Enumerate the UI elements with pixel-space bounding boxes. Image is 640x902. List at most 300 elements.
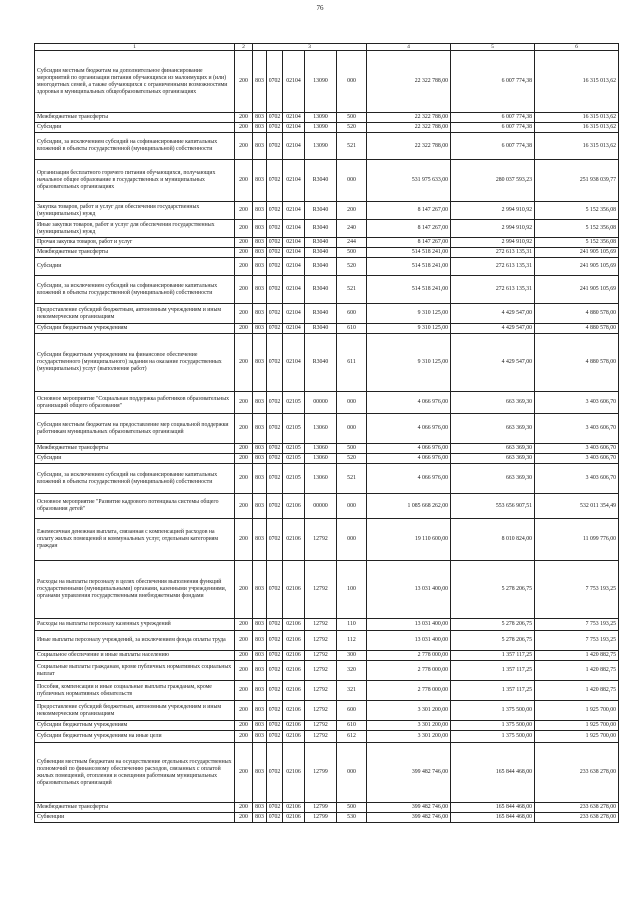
code-program: 02104 — [283, 113, 305, 123]
table-row — [35, 276, 619, 304]
value-executed: 5 278 206,75 — [451, 631, 535, 651]
table-row — [35, 731, 619, 743]
code-admin: 200 — [235, 51, 253, 113]
table-row — [35, 392, 619, 414]
row-name: Социальное обеспечение и иные выплаты населению — [35, 651, 235, 661]
code-subsection: 0702 — [267, 324, 283, 334]
page-number: 76 — [316, 4, 324, 12]
code-section: 803 — [253, 454, 267, 464]
code-section: 803 — [253, 113, 267, 123]
value-approved: 2 778 000,00 — [367, 661, 451, 681]
value-remaining: 251 938 039,77 — [535, 160, 619, 202]
code-program: 02104 — [283, 202, 305, 220]
code-section: 803 — [253, 743, 267, 803]
value-remaining: 3 403 606,70 — [535, 464, 619, 494]
value-approved: 19 110 600,00 — [367, 519, 451, 561]
header-col-6: 6 — [535, 44, 619, 51]
value-executed: 272 613 135,31 — [451, 276, 535, 304]
code-section: 803 — [253, 561, 267, 619]
code-direction: R3040 — [305, 248, 337, 258]
code-program: 02106 — [283, 813, 305, 823]
row-name: Предоставление субсидий бюджетным, автономным учреждениям и иным некоммерческим организациям — [35, 701, 235, 721]
code-section: 803 — [253, 464, 267, 494]
code-direction: 12792 — [305, 731, 337, 743]
code-program: 02106 — [283, 803, 305, 813]
value-remaining: 16 315 013,62 — [535, 51, 619, 113]
value-approved: 13 031 400,00 — [367, 619, 451, 631]
code-direction: 00000 — [305, 494, 337, 519]
code-program: 02106 — [283, 661, 305, 681]
table-row — [35, 51, 619, 113]
code-admin: 200 — [235, 444, 253, 454]
code-subsection: 0702 — [267, 304, 283, 324]
value-executed: 1 357 117,25 — [451, 661, 535, 681]
code-expense-type: 612 — [337, 731, 367, 743]
code-program: 02105 — [283, 464, 305, 494]
code-subsection: 0702 — [267, 661, 283, 681]
table-row — [35, 334, 619, 392]
code-subsection: 0702 — [267, 721, 283, 731]
code-admin: 200 — [235, 238, 253, 248]
value-executed: 6 007 774,38 — [451, 123, 535, 133]
code-program: 02104 — [283, 334, 305, 392]
row-name: Субсидии — [35, 258, 235, 276]
code-subsection: 0702 — [267, 123, 283, 133]
code-subsection: 0702 — [267, 731, 283, 743]
code-section: 803 — [253, 731, 267, 743]
code-expense-type: 521 — [337, 464, 367, 494]
code-expense-type: 000 — [337, 494, 367, 519]
code-subsection: 0702 — [267, 414, 283, 444]
value-executed: 2 994 910,92 — [451, 220, 535, 238]
code-admin: 200 — [235, 494, 253, 519]
row-name: Субсидии бюджетным учреждениям на иные цели — [35, 731, 235, 743]
code-direction: 12792 — [305, 631, 337, 651]
code-admin: 200 — [235, 202, 253, 220]
row-name: Субсидии бюджетным учреждениям — [35, 721, 235, 731]
value-approved: 3 301 200,00 — [367, 721, 451, 731]
code-expense-type: 520 — [337, 123, 367, 133]
value-executed: 8 010 824,00 — [451, 519, 535, 561]
code-direction: 13060 — [305, 414, 337, 444]
value-approved: 4 066 976,00 — [367, 392, 451, 414]
value-approved: 514 518 241,00 — [367, 276, 451, 304]
code-direction: R3040 — [305, 324, 337, 334]
row-name: Субсидии, за исключением субсидий на софинансирование капитальных вложений в объекты государственной (муниципальной) собственности — [35, 276, 235, 304]
code-direction: R3040 — [305, 334, 337, 392]
value-approved: 1 085 668 262,00 — [367, 494, 451, 519]
value-approved: 8 147 267,00 — [367, 202, 451, 220]
value-executed: 1 375 500,00 — [451, 731, 535, 743]
code-program: 02106 — [283, 519, 305, 561]
code-direction: R3040 — [305, 238, 337, 248]
value-remaining: 3 403 606,70 — [535, 414, 619, 444]
code-direction: 12792 — [305, 561, 337, 619]
code-section: 803 — [253, 701, 267, 721]
value-remaining: 532 011 354,49 — [535, 494, 619, 519]
code-program: 02104 — [283, 133, 305, 160]
value-approved: 4 066 976,00 — [367, 464, 451, 494]
table-header-row — [35, 44, 619, 51]
row-name: Межбюджетные трансферты — [35, 248, 235, 258]
row-name: Субсидии, за исключением субсидий на софинансирование капитальных вложений в объекты государственной (муниципальной) собственности — [35, 133, 235, 160]
code-expense-type: 000 — [337, 414, 367, 444]
table-row — [35, 202, 619, 220]
table-row — [35, 258, 619, 276]
value-executed: 663 369,30 — [451, 414, 535, 444]
row-name: Расходы на выплаты персоналу в целях обеспечения выполнения функций государственными (муниципальными) органами, казенными учреждениями, органами управления государственными внебюджетными фондами — [35, 561, 235, 619]
code-subsection: 0702 — [267, 392, 283, 414]
table-row — [35, 803, 619, 813]
code-admin: 200 — [235, 454, 253, 464]
row-name: Основное мероприятие "Развитие кадрового потенциала системы общего образования детей" — [35, 494, 235, 519]
code-direction: 13090 — [305, 123, 337, 133]
code-program: 02106 — [283, 619, 305, 631]
code-section: 803 — [253, 238, 267, 248]
code-program: 02104 — [283, 220, 305, 238]
row-name: Субсидии, за исключением субсидий на софинансирование капитальных вложений в объекты государственной (муниципальной) собственности — [35, 464, 235, 494]
value-approved: 514 518 241,00 — [367, 248, 451, 258]
table-row — [35, 661, 619, 681]
value-remaining: 1 420 882,75 — [535, 681, 619, 701]
row-name: Пособия, компенсации и иные социальные выплаты гражданам, кроме публичных нормативных обязательств — [35, 681, 235, 701]
value-remaining: 7 753 193,25 — [535, 631, 619, 651]
value-executed: 1 375 500,00 — [451, 701, 535, 721]
code-expense-type: 500 — [337, 248, 367, 258]
code-section: 803 — [253, 631, 267, 651]
value-remaining: 16 315 013,62 — [535, 133, 619, 160]
code-admin: 200 — [235, 133, 253, 160]
code-direction: 12799 — [305, 743, 337, 803]
code-expense-type: 300 — [337, 651, 367, 661]
code-expense-type: 200 — [337, 202, 367, 220]
table-row — [35, 133, 619, 160]
code-program: 02106 — [283, 701, 305, 721]
code-section: 803 — [253, 248, 267, 258]
code-section: 803 — [253, 123, 267, 133]
code-program: 02104 — [283, 324, 305, 334]
code-subsection: 0702 — [267, 258, 283, 276]
code-program: 02106 — [283, 681, 305, 701]
value-executed: 280 037 593,23 — [451, 160, 535, 202]
code-section: 803 — [253, 324, 267, 334]
value-remaining: 7 753 193,25 — [535, 561, 619, 619]
value-executed: 272 613 135,31 — [451, 248, 535, 258]
code-subsection: 0702 — [267, 220, 283, 238]
code-direction: 12792 — [305, 661, 337, 681]
code-admin: 200 — [235, 743, 253, 803]
code-section: 803 — [253, 619, 267, 631]
table-body — [35, 51, 619, 823]
row-name: Межбюджетные трансферты — [35, 803, 235, 813]
code-subsection: 0702 — [267, 631, 283, 651]
code-section: 803 — [253, 51, 267, 113]
code-expense-type: 000 — [337, 392, 367, 414]
value-executed: 663 369,30 — [451, 444, 535, 454]
table-row — [35, 444, 619, 454]
value-remaining: 233 638 278,00 — [535, 803, 619, 813]
value-remaining: 1 925 700,00 — [535, 721, 619, 731]
code-subsection: 0702 — [267, 519, 283, 561]
row-name: Иные выплаты персоналу учреждений, за исключением фонда оплаты труда — [35, 631, 235, 651]
value-approved: 22 322 788,00 — [367, 113, 451, 123]
table-row — [35, 631, 619, 651]
code-admin: 200 — [235, 276, 253, 304]
header-col-3: 3 — [253, 44, 367, 51]
code-expense-type: 500 — [337, 803, 367, 813]
row-name: Субсидии бюджетным учреждениям — [35, 324, 235, 334]
code-expense-type: 611 — [337, 334, 367, 392]
row-name: Организация бесплатного горячего питания обучающихся, получающих начальное общее образование в государственных и муниципальных образовательных организациях — [35, 160, 235, 202]
value-approved: 8 147 267,00 — [367, 220, 451, 238]
table-row — [35, 721, 619, 731]
code-direction: 13060 — [305, 454, 337, 464]
value-remaining: 1 420 882,75 — [535, 651, 619, 661]
row-name: Закупка товаров, работ и услуг для обеспечения государственных (муниципальных) нужд — [35, 202, 235, 220]
code-direction: 12792 — [305, 651, 337, 661]
value-remaining: 241 905 105,69 — [535, 258, 619, 276]
value-executed: 4 429 547,00 — [451, 304, 535, 324]
row-name: Субсидии — [35, 123, 235, 133]
code-program: 02104 — [283, 258, 305, 276]
code-direction: R3040 — [305, 304, 337, 324]
code-program: 02104 — [283, 123, 305, 133]
code-section: 803 — [253, 304, 267, 324]
code-subsection: 0702 — [267, 561, 283, 619]
value-executed: 165 844 468,00 — [451, 813, 535, 823]
code-admin: 200 — [235, 248, 253, 258]
table-row — [35, 651, 619, 661]
code-expense-type: 520 — [337, 454, 367, 464]
code-section: 803 — [253, 681, 267, 701]
code-program: 02104 — [283, 238, 305, 248]
code-program: 02106 — [283, 743, 305, 803]
code-expense-type: 520 — [337, 258, 367, 276]
value-executed: 4 429 547,00 — [451, 324, 535, 334]
code-subsection: 0702 — [267, 248, 283, 258]
value-approved: 399 482 746,00 — [367, 743, 451, 803]
code-expense-type: 321 — [337, 681, 367, 701]
code-direction: 12792 — [305, 701, 337, 721]
row-name: Межбюджетные трансферты — [35, 444, 235, 454]
code-subsection: 0702 — [267, 238, 283, 248]
value-executed: 663 369,30 — [451, 464, 535, 494]
code-subsection: 0702 — [267, 651, 283, 661]
value-approved: 9 310 125,00 — [367, 304, 451, 324]
budget-table — [34, 43, 619, 823]
value-executed: 663 369,30 — [451, 454, 535, 464]
code-section: 803 — [253, 519, 267, 561]
code-section: 803 — [253, 133, 267, 160]
code-admin: 200 — [235, 619, 253, 631]
code-program: 02104 — [283, 304, 305, 324]
value-executed: 553 656 907,51 — [451, 494, 535, 519]
code-admin: 200 — [235, 414, 253, 444]
value-remaining: 3 403 606,70 — [535, 392, 619, 414]
table-row — [35, 220, 619, 238]
value-executed: 6 007 774,38 — [451, 113, 535, 123]
code-admin: 200 — [235, 631, 253, 651]
code-program: 02106 — [283, 561, 305, 619]
table-row — [35, 123, 619, 133]
row-name: Субсидии бюджетным учреждениям на финансовое обеспечение государственного (муниципального) задания на оказание государственных (муниципальных) услуг (выполнение работ) — [35, 334, 235, 392]
code-expense-type: 112 — [337, 631, 367, 651]
value-approved: 13 031 400,00 — [367, 561, 451, 619]
code-expense-type: 500 — [337, 113, 367, 123]
code-expense-type: 610 — [337, 721, 367, 731]
value-remaining: 233 638 278,00 — [535, 743, 619, 803]
code-expense-type: 000 — [337, 51, 367, 113]
value-approved: 22 322 788,00 — [367, 51, 451, 113]
row-name: Субсидия местным бюджетам на предоставление мер социальной поддержки работникам муниципальных образовательных организаций — [35, 414, 235, 444]
code-program: 02104 — [283, 51, 305, 113]
code-admin: 200 — [235, 304, 253, 324]
row-name: Субсидии — [35, 454, 235, 464]
code-admin: 200 — [235, 258, 253, 276]
value-remaining: 11 099 776,00 — [535, 519, 619, 561]
header-col-4: 4 — [367, 44, 451, 51]
code-direction: 13090 — [305, 113, 337, 123]
value-approved: 9 310 125,00 — [367, 324, 451, 334]
table-row — [35, 464, 619, 494]
code-direction: 12799 — [305, 813, 337, 823]
code-admin: 200 — [235, 813, 253, 823]
code-expense-type: 000 — [337, 519, 367, 561]
code-expense-type: 000 — [337, 743, 367, 803]
code-subsection: 0702 — [267, 701, 283, 721]
code-program: 02106 — [283, 731, 305, 743]
code-direction: 13090 — [305, 133, 337, 160]
code-direction: 12792 — [305, 519, 337, 561]
code-subsection: 0702 — [267, 113, 283, 123]
table-row — [35, 454, 619, 464]
value-approved: 3 301 200,00 — [367, 731, 451, 743]
code-admin: 200 — [235, 123, 253, 133]
code-expense-type: 100 — [337, 561, 367, 619]
value-remaining: 4 880 578,00 — [535, 304, 619, 324]
code-program: 02105 — [283, 414, 305, 444]
code-expense-type: 600 — [337, 701, 367, 721]
value-approved: 2 778 000,00 — [367, 681, 451, 701]
value-executed: 5 278 206,75 — [451, 619, 535, 631]
value-approved: 22 322 788,00 — [367, 133, 451, 160]
code-admin: 200 — [235, 701, 253, 721]
value-approved: 399 482 746,00 — [367, 813, 451, 823]
value-executed: 6 007 774,38 — [451, 51, 535, 113]
value-remaining: 16 315 013,62 — [535, 123, 619, 133]
value-approved: 399 482 746,00 — [367, 803, 451, 813]
row-name: Расходы на выплаты персоналу казенных учреждений — [35, 619, 235, 631]
table-row — [35, 619, 619, 631]
code-expense-type: 320 — [337, 661, 367, 681]
code-direction: R3040 — [305, 220, 337, 238]
code-subsection: 0702 — [267, 464, 283, 494]
code-subsection: 0702 — [267, 276, 283, 304]
table-row — [35, 160, 619, 202]
value-approved: 4 066 976,00 — [367, 444, 451, 454]
code-section: 803 — [253, 160, 267, 202]
code-subsection: 0702 — [267, 51, 283, 113]
table-row — [35, 519, 619, 561]
row-name: Ежемесячная денежная выплата, связанная с компенсацией расходов на оплату жилых помещений и коммунальных услуг, отдельным категориям граждан — [35, 519, 235, 561]
code-expense-type: 000 — [337, 160, 367, 202]
code-section: 803 — [253, 444, 267, 454]
code-admin: 200 — [235, 160, 253, 202]
code-subsection: 0702 — [267, 813, 283, 823]
value-approved: 4 066 976,00 — [367, 414, 451, 444]
value-approved: 3 301 200,00 — [367, 701, 451, 721]
code-expense-type: 244 — [337, 238, 367, 248]
value-approved: 514 518 241,00 — [367, 258, 451, 276]
code-program: 02105 — [283, 454, 305, 464]
value-remaining: 5 152 356,08 — [535, 220, 619, 238]
code-section: 803 — [253, 661, 267, 681]
row-name: Субвенции — [35, 813, 235, 823]
value-remaining: 5 152 356,08 — [535, 202, 619, 220]
code-expense-type: 240 — [337, 220, 367, 238]
code-subsection: 0702 — [267, 444, 283, 454]
table-row — [35, 113, 619, 123]
value-remaining: 4 880 578,00 — [535, 334, 619, 392]
value-remaining: 16 315 013,62 — [535, 113, 619, 123]
code-section: 803 — [253, 258, 267, 276]
header-col-5: 5 — [451, 44, 535, 51]
code-program: 02106 — [283, 631, 305, 651]
value-executed: 4 429 547,00 — [451, 334, 535, 392]
header-col-1: 1 — [35, 44, 235, 51]
code-admin: 200 — [235, 519, 253, 561]
code-expense-type: 521 — [337, 133, 367, 160]
code-admin: 200 — [235, 731, 253, 743]
code-program: 02104 — [283, 248, 305, 258]
value-remaining: 1 420 882,75 — [535, 661, 619, 681]
code-direction: 12799 — [305, 803, 337, 813]
code-program: 02104 — [283, 160, 305, 202]
value-executed: 663 369,30 — [451, 392, 535, 414]
code-admin: 200 — [235, 661, 253, 681]
table-row — [35, 813, 619, 823]
code-admin: 200 — [235, 681, 253, 701]
table-row — [35, 304, 619, 324]
code-subsection: 0702 — [267, 454, 283, 464]
code-program: 02105 — [283, 392, 305, 414]
code-section: 803 — [253, 276, 267, 304]
code-direction: R3040 — [305, 258, 337, 276]
code-subsection: 0702 — [267, 202, 283, 220]
code-subsection: 0702 — [267, 619, 283, 631]
value-executed: 5 278 206,75 — [451, 561, 535, 619]
table-row — [35, 324, 619, 334]
code-section: 803 — [253, 651, 267, 661]
value-remaining: 233 638 278,00 — [535, 813, 619, 823]
code-direction: 12792 — [305, 619, 337, 631]
code-expense-type: 610 — [337, 324, 367, 334]
code-expense-type: 521 — [337, 276, 367, 304]
value-executed: 272 613 135,31 — [451, 258, 535, 276]
code-section: 803 — [253, 721, 267, 731]
row-name: Субсидия местным бюджетам на дополнительное финансирование мероприятий по организации питания обучающихся из малоимущих и (или) многодетных семей, а также обучающихся с ограниченными возможностями здоровья в муниципальных общеобразовательных организациях — [35, 51, 235, 113]
code-admin: 200 — [235, 651, 253, 661]
value-remaining: 3 403 606,70 — [535, 454, 619, 464]
value-executed: 2 994 910,92 — [451, 238, 535, 248]
header-col-2: 2 — [235, 44, 253, 51]
code-admin: 200 — [235, 561, 253, 619]
code-direction: R3040 — [305, 202, 337, 220]
value-remaining: 1 925 700,00 — [535, 731, 619, 743]
value-executed: 2 994 910,92 — [451, 202, 535, 220]
code-subsection: 0702 — [267, 743, 283, 803]
table-row — [35, 494, 619, 519]
